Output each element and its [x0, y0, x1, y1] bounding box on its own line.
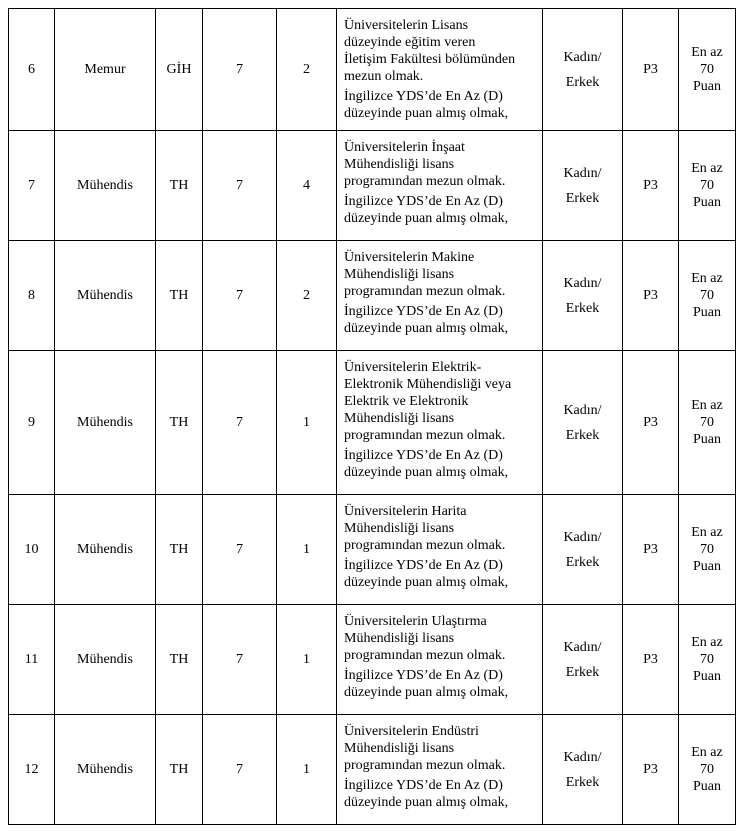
gender-line: Erkek — [565, 190, 600, 206]
language-requirement — [344, 447, 538, 481]
requirement-cell — [337, 9, 543, 131]
minimum-score-line: En az — [691, 161, 723, 176]
education-requirement — [344, 503, 538, 554]
minimum-score-line: 70 — [700, 62, 714, 77]
minimum-score-line: Puan — [693, 432, 721, 447]
language-line: İngilizce YDS’de En Az (D) — [344, 89, 503, 104]
education-requirement — [344, 723, 538, 774]
table-body — [9, 9, 736, 825]
gender-cell — [543, 605, 623, 715]
position-count: 4 — [277, 131, 337, 241]
score-type: P3 — [623, 9, 679, 131]
language-line: İngilizce YDS’de En Az (D) — [344, 778, 503, 793]
gender-line: Erkek — [565, 300, 600, 316]
minimum-score-cell — [679, 131, 736, 241]
minimum-score-line: Puan — [693, 195, 721, 210]
position-class: TH — [156, 495, 203, 605]
minimum-score-line: En az — [691, 45, 723, 60]
table-row — [9, 131, 736, 241]
table-row — [9, 351, 736, 495]
minimum-score-line: 70 — [700, 415, 714, 430]
minimum-score-cell — [679, 715, 736, 825]
requirement-cell — [337, 495, 543, 605]
language-requirement — [344, 557, 538, 591]
language-line: düzeyinde puan almış olmak, — [344, 575, 509, 590]
position-grade: 7 — [203, 131, 277, 241]
requirement-line: programından mezun olmak. — [344, 758, 506, 773]
requirement-line: Mühendisliği lisans — [344, 741, 455, 756]
gender-line: Erkek — [565, 664, 600, 680]
row-number: 7 — [9, 131, 55, 241]
requirement-cell — [337, 351, 543, 495]
gender-line: Erkek — [565, 74, 600, 90]
positions-table — [8, 8, 736, 825]
minimum-score-cell — [679, 241, 736, 351]
language-line: düzeyinde puan almış olmak, — [344, 211, 509, 226]
table-row — [9, 715, 736, 825]
minimum-score-line: Puan — [693, 559, 721, 574]
language-line: düzeyinde puan almış olmak, — [344, 321, 509, 336]
education-requirement — [344, 249, 538, 300]
position-grade: 7 — [203, 605, 277, 715]
position-count: 2 — [277, 9, 337, 131]
position-grade: 7 — [203, 495, 277, 605]
requirement-line: mezun olmak. — [344, 69, 424, 84]
minimum-score-cell — [679, 9, 736, 131]
position-class: TH — [156, 241, 203, 351]
requirement-line: Elektrik ve Elektronik — [344, 394, 469, 409]
language-line: İngilizce YDS’de En Az (D) — [344, 558, 503, 573]
minimum-score-line: En az — [691, 745, 723, 760]
score-type: P3 — [623, 131, 679, 241]
gender-line: Kadın/ — [563, 529, 602, 545]
requirement-line: Mühendisliği lisans — [344, 521, 455, 536]
minimum-score-line: Puan — [693, 79, 721, 94]
requirement-line: İletişim Fakültesi bölümünden — [344, 52, 516, 67]
row-number: 11 — [9, 605, 55, 715]
gender-line: Kadın/ — [563, 275, 602, 291]
gender-line: Kadın/ — [563, 639, 602, 655]
language-requirement — [344, 777, 538, 811]
position-class: TH — [156, 605, 203, 715]
gender-cell — [543, 9, 623, 131]
gender-line: Kadın/ — [563, 165, 602, 181]
gender-line: Erkek — [565, 427, 600, 443]
position-grade: 7 — [203, 351, 277, 495]
position-class: TH — [156, 715, 203, 825]
minimum-score-line: 70 — [700, 652, 714, 667]
language-line: düzeyinde puan almış olmak, — [344, 685, 509, 700]
row-number: 9 — [9, 351, 55, 495]
minimum-score-line: 70 — [700, 288, 714, 303]
requirement-cell — [337, 605, 543, 715]
requirement-cell — [337, 241, 543, 351]
requirement-line: programından mezun olmak. — [344, 538, 506, 553]
row-number: 6 — [9, 9, 55, 131]
requirement-line: düzeyinde eğitim veren — [344, 35, 476, 50]
language-line: düzeyinde puan almış olmak, — [344, 795, 509, 810]
position-title: Mühendis — [55, 351, 156, 495]
score-type: P3 — [623, 715, 679, 825]
minimum-score-line: 70 — [700, 762, 714, 777]
score-type: P3 — [623, 351, 679, 495]
position-grade: 7 — [203, 9, 277, 131]
position-title: Memur — [55, 9, 156, 131]
requirement-line: Mühendisliği lisans — [344, 411, 455, 426]
row-number: 12 — [9, 715, 55, 825]
position-class: TH — [156, 351, 203, 495]
position-count: 1 — [277, 495, 337, 605]
minimum-score-line: En az — [691, 398, 723, 413]
gender-line: Erkek — [565, 554, 600, 570]
score-type: P3 — [623, 495, 679, 605]
position-class: TH — [156, 131, 203, 241]
requirement-line: Üniversitelerin Harita — [344, 504, 467, 519]
position-count: 1 — [277, 351, 337, 495]
language-requirement — [344, 193, 538, 227]
gender-cell — [543, 131, 623, 241]
position-count: 2 — [277, 241, 337, 351]
position-title: Mühendis — [55, 605, 156, 715]
requirement-cell — [337, 131, 543, 241]
requirement-line: Üniversitelerin Endüstri — [344, 724, 479, 739]
position-grade: 7 — [203, 715, 277, 825]
requirement-line: Mühendisliği lisans — [344, 631, 455, 646]
requirement-line: Mühendisliği lisans — [344, 157, 455, 172]
education-requirement — [344, 17, 538, 85]
requirement-line: programından mezun olmak. — [344, 174, 506, 189]
minimum-score-cell — [679, 495, 736, 605]
table-row — [9, 605, 736, 715]
requirement-line: programından mezun olmak. — [344, 648, 506, 663]
gender-line: Erkek — [565, 774, 600, 790]
minimum-score-line: 70 — [700, 178, 714, 193]
education-requirement — [344, 359, 538, 444]
language-requirement — [344, 88, 538, 122]
position-grade: 7 — [203, 241, 277, 351]
minimum-score-line: En az — [691, 525, 723, 540]
language-line: İngilizce YDS’de En Az (D) — [344, 194, 503, 209]
requirement-cell — [337, 715, 543, 825]
minimum-score-line: 70 — [700, 542, 714, 557]
gender-cell — [543, 351, 623, 495]
language-requirement — [344, 667, 538, 701]
minimum-score-cell — [679, 351, 736, 495]
requirement-line: Üniversitelerin Makine — [344, 250, 475, 265]
score-type: P3 — [623, 605, 679, 715]
position-title: Mühendis — [55, 241, 156, 351]
requirement-line: Üniversitelerin Ulaştırma — [344, 614, 487, 629]
minimum-score-line: En az — [691, 635, 723, 650]
table-row — [9, 241, 736, 351]
gender-line: Kadın/ — [563, 749, 602, 765]
language-line: düzeyinde puan almış olmak, — [344, 465, 509, 480]
table-row — [9, 495, 736, 605]
requirement-line: programından mezun olmak. — [344, 284, 506, 299]
language-line: İngilizce YDS’de En Az (D) — [344, 448, 503, 463]
minimum-score-line: Puan — [693, 669, 721, 684]
language-line: İngilizce YDS’de En Az (D) — [344, 304, 503, 319]
requirement-line: Üniversitelerin Elektrik- — [344, 360, 482, 375]
table-row — [9, 9, 736, 131]
minimum-score-line: Puan — [693, 779, 721, 794]
position-count: 1 — [277, 605, 337, 715]
education-requirement — [344, 613, 538, 664]
position-title: Mühendis — [55, 715, 156, 825]
requirement-line: programından mezun olmak. — [344, 428, 506, 443]
minimum-score-cell — [679, 605, 736, 715]
gender-cell — [543, 495, 623, 605]
language-line: İngilizce YDS’de En Az (D) — [344, 668, 503, 683]
position-title: Mühendis — [55, 131, 156, 241]
gender-cell — [543, 241, 623, 351]
language-requirement — [344, 303, 538, 337]
gender-line: Kadın/ — [563, 49, 602, 65]
position-count: 1 — [277, 715, 337, 825]
requirement-line: Elektronik Mühendisliği veya — [344, 377, 512, 392]
education-requirement — [344, 139, 538, 190]
score-type: P3 — [623, 241, 679, 351]
position-title: Mühendis — [55, 495, 156, 605]
row-number: 8 — [9, 241, 55, 351]
requirement-line: Üniversitelerin Lisans — [344, 18, 469, 33]
row-number: 10 — [9, 495, 55, 605]
gender-line: Kadın/ — [563, 402, 602, 418]
requirement-line: Üniversitelerin İnşaat — [344, 140, 465, 155]
position-class: GİH — [156, 9, 203, 131]
requirement-line: Mühendisliği lisans — [344, 267, 455, 282]
minimum-score-line: En az — [691, 271, 723, 286]
language-line: düzeyinde puan almış olmak, — [344, 106, 509, 121]
gender-cell — [543, 715, 623, 825]
minimum-score-line: Puan — [693, 305, 721, 320]
